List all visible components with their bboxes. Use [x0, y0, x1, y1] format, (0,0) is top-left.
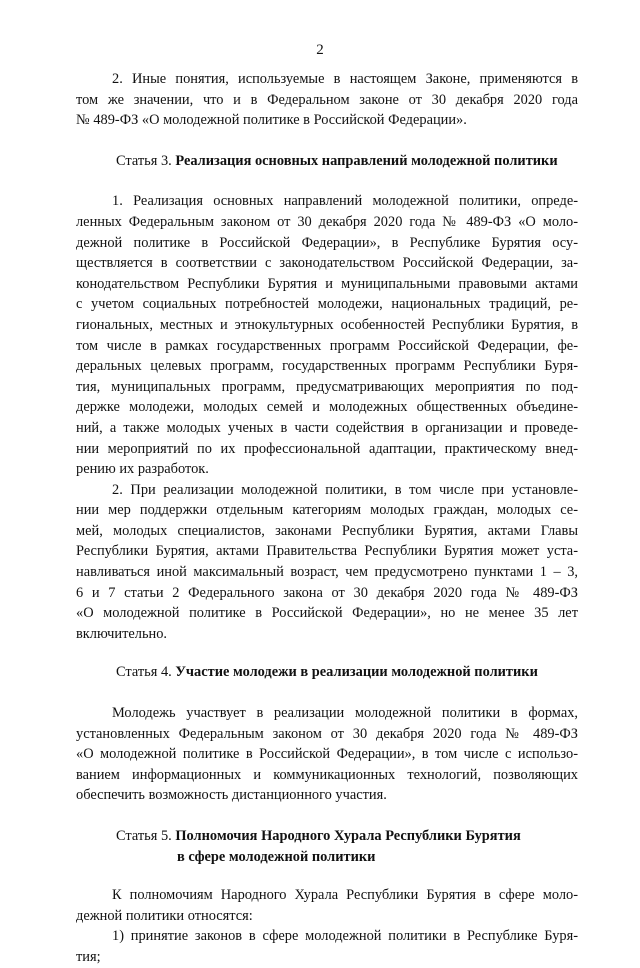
- text-line: Республики Бурятия, актами Правительства Республики Бурятия может уста-: [76, 543, 578, 560]
- text-line: навливаться иной максимальный возраст, чем предусмотрено пунктами 1 – 3,: [76, 564, 578, 581]
- text-line: ленных Федеральным законом от 30 декабря 2020 года № 489-ФЗ «О моло-: [76, 213, 578, 230]
- text-line: с учетом социальных потребностей молодежи, национальных традиций, ре-: [76, 296, 578, 313]
- article-4-heading: [76, 662, 578, 683]
- article-3-heading: [76, 151, 578, 172]
- article-5-item-1: [76, 926, 578, 967]
- text-line: 6 и 7 статьи 2 Федерального закона от 30 декабря 2020 года № 489-ФЗ: [76, 584, 578, 601]
- article-3-paragraph-1: [76, 191, 578, 479]
- text-line: обеспечить возможность дистанционного участия.: [76, 787, 387, 804]
- text-line: «О молодежной политике в Российской Федерации», в том числе с использо-: [76, 746, 578, 763]
- text-line: гиональных, местных и этнокультурных особенностей Республики Бурятия, в: [76, 316, 578, 333]
- text-line: деральных целевых программ, государственных программ Республики Буря-: [76, 358, 578, 375]
- text-line: рению их разработок.: [76, 461, 209, 478]
- text-line: нии мероприятий по их профессиональной адаптации, практическому внед-: [76, 440, 578, 457]
- article-5-heading-cont: [76, 847, 578, 868]
- article-4-title: Участие молодежи в реализации молодежной политики: [175, 664, 538, 681]
- text-line: нии мер поддержки отдельным категориям молодых граждан, молодых се-: [76, 502, 578, 519]
- text-line: Молодежь участвует в реализации молодежной политики в формах,: [112, 705, 578, 722]
- text-line: 2. При реализации молодежной политики, в том числе при установле-: [112, 481, 578, 498]
- text-line: том числе в рамках государственных программ Российской Федерации, фе-: [76, 337, 578, 354]
- text-line: конодательством Республики Бурятия и муниципальными правовыми актами: [76, 275, 578, 292]
- text-line: ществляется в соответствии с законодательством Российской Федерации, за-: [76, 255, 578, 272]
- article-5-title-line-1: Полномочия Народного Хурала Республики Бурятия: [175, 828, 521, 844]
- text-line: держке молодежи, молодых семей и молодежных общественных объедине-: [76, 399, 578, 416]
- text-line: том же значении, что и в Федеральном законе от 30 декабря 2020 года: [76, 91, 578, 108]
- page-number: 2: [316, 42, 324, 58]
- text-line: 1. Реализация основных направлений молодежной политики, опреде-: [112, 193, 578, 210]
- text-line: № 489-ФЗ «О молодежной политике в Российской Федерации».: [76, 112, 467, 129]
- text-line: 1) принятие законов в сфере молодежной политики в Республике Буря-: [112, 928, 578, 945]
- text-line: К полномочиям Народного Хурала Республики Бурятия в сфере моло-: [112, 887, 578, 904]
- article-5-heading: [76, 826, 578, 847]
- text-line: дежной политики относятся:: [76, 907, 253, 924]
- text-line: установленных Федеральным законом от 30 декабря 2020 года № 489-ФЗ: [76, 725, 578, 742]
- article-5-paragraph-1: [76, 885, 578, 926]
- article-4-paragraph-1: [76, 703, 578, 806]
- text-line: ний, а также молодых ученых в части содействия в организации и проведе-: [76, 419, 578, 436]
- document-body: [76, 69, 578, 968]
- article-3-title: Реализация основных направлений молодежной политики: [175, 152, 558, 169]
- article-4-prefix: Статья 4.: [116, 664, 172, 681]
- text-line: тия, муниципальных программ, предусматривающих мероприятия по под-: [76, 378, 578, 395]
- article-3-prefix: Статья 3.: [116, 152, 172, 169]
- text-line: мей, молодых специалистов, законами Республики Бурятия, актами Главы: [76, 522, 578, 539]
- text-line: дежной политике в Российской Федерации», в Республике Бурятия осу-: [76, 234, 578, 251]
- article-5-title-line-2: в сфере молодежной политики: [177, 848, 376, 865]
- article-5-prefix: Статья 5.: [116, 828, 172, 844]
- text-line: ванием информационных и коммуникационных технологий, позволяющих: [76, 766, 578, 783]
- text-line: тия;: [76, 948, 101, 965]
- text-line: 2. Иные понятия, используемые в настоящем Законе, применяются в: [112, 71, 578, 87]
- text-line: включительно.: [76, 625, 168, 642]
- text-line: «О молодежной политике в Российской Федерации», но не менее 35 лет: [76, 605, 578, 622]
- article-3-paragraph-2: [76, 480, 578, 645]
- paragraph-section-2: [76, 69, 578, 131]
